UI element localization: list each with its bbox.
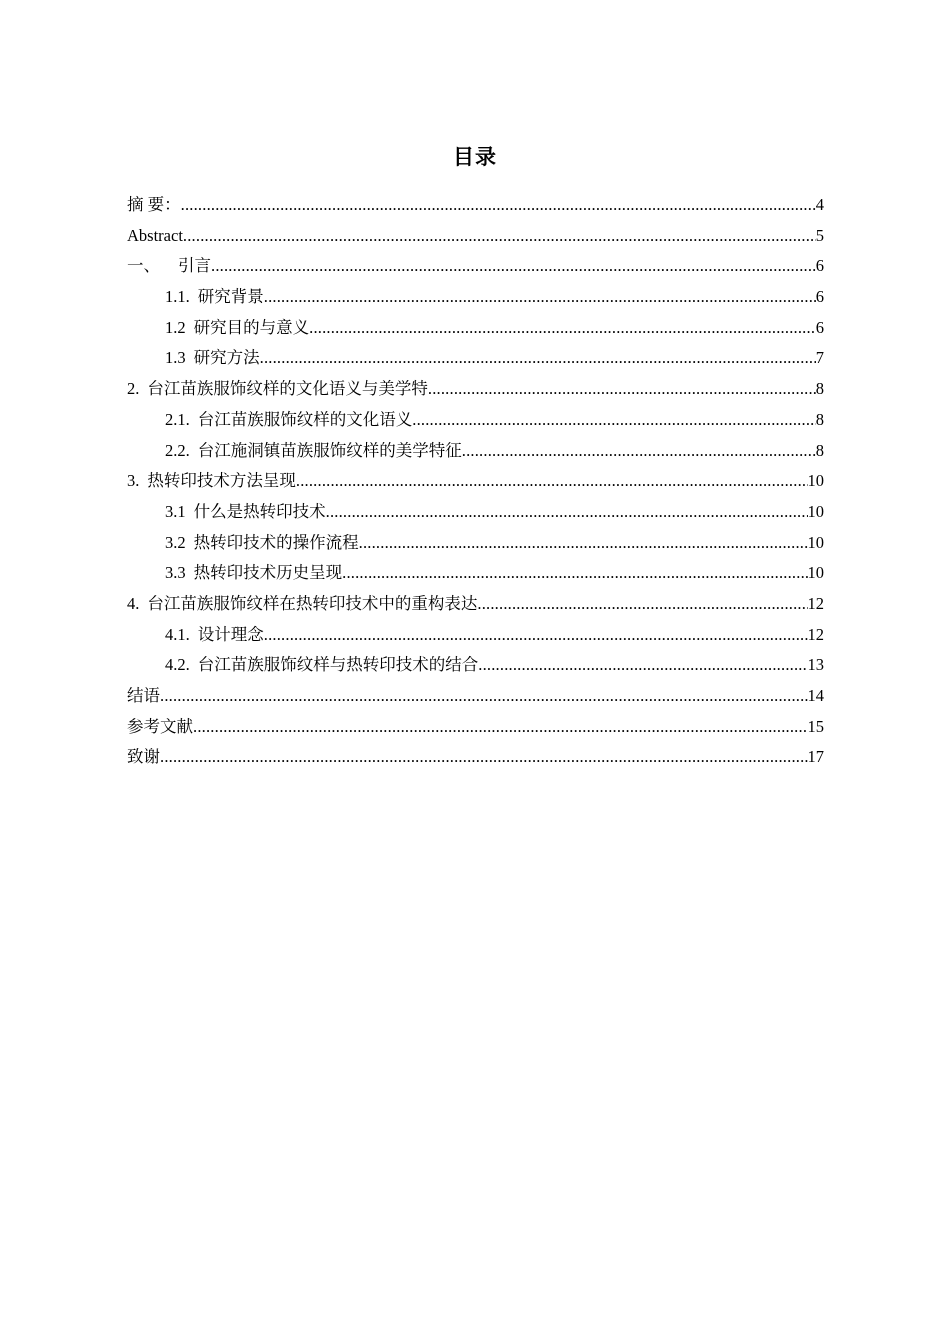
toc-entry-title: 参考文献 xyxy=(127,716,193,736)
toc-entry-title: 台江苗族服饰纹样在热转印技术中的重构表达 xyxy=(147,593,478,613)
toc-entry[interactable] xyxy=(127,620,824,651)
toc-entry-title: 热转印技术方法呈现 xyxy=(147,471,296,491)
toc-dot-leader xyxy=(211,251,816,282)
toc-dot-leader xyxy=(296,466,808,497)
toc-dot-leader xyxy=(181,190,816,221)
toc-entry-title: 什么是热转印技术 xyxy=(193,501,326,521)
toc-entry-title: 摘 要： xyxy=(127,195,181,214)
toc-page-number: 12 xyxy=(807,624,824,644)
toc-entry[interactable] xyxy=(127,190,824,221)
toc-entry-number: 4.2. xyxy=(165,655,190,675)
toc-entry-number: 2.2. xyxy=(165,440,190,460)
toc-dot-leader xyxy=(412,405,816,436)
toc-entry-number: 1.3 xyxy=(165,348,186,368)
toc-page-number: 10 xyxy=(807,532,824,552)
toc-page-number: 10 xyxy=(807,563,824,583)
toc-entry-title: 研究目的与意义 xyxy=(193,317,310,337)
toc-entry[interactable] xyxy=(127,650,824,681)
toc-entry-title: 热转印技术历史呈现 xyxy=(193,563,343,583)
toc-entry[interactable] xyxy=(127,221,824,252)
toc-page-number: 6 xyxy=(815,256,824,276)
toc-entry-title: Abstract xyxy=(127,225,183,245)
toc-page-number: 10 xyxy=(807,471,824,491)
toc-entry-title: 设计理念 xyxy=(197,624,264,644)
toc-entry-number: 3.1 xyxy=(165,501,186,521)
toc-page-number: 6 xyxy=(815,317,824,337)
toc-entry-title: 研究背景 xyxy=(197,287,264,307)
toc-dot-leader xyxy=(342,558,807,589)
toc-dot-leader xyxy=(309,313,816,344)
toc-entry-title: 热转印技术的操作流程 xyxy=(193,532,359,552)
toc-dot-leader xyxy=(428,374,816,405)
toc-entry[interactable] xyxy=(127,528,824,559)
toc-entry[interactable] xyxy=(127,712,824,743)
toc-page-number: 13 xyxy=(807,655,824,675)
toc-entry-title: 结语 xyxy=(127,686,160,705)
toc-dot-leader xyxy=(160,681,808,712)
toc-entry-number: 2. xyxy=(127,379,140,399)
toc-page-number: 12 xyxy=(807,593,824,613)
toc-entry-title: 台江施洞镇苗族服饰纹样的美学特征 xyxy=(197,440,462,460)
page-title: 目录 xyxy=(453,145,497,169)
toc-entry[interactable] xyxy=(127,313,824,344)
toc-entry-title: 引言 xyxy=(178,256,211,276)
toc-dot-leader xyxy=(477,589,807,620)
toc-entry[interactable] xyxy=(127,466,824,497)
toc-entry[interactable] xyxy=(127,405,824,436)
toc-page-number: 15 xyxy=(807,716,824,736)
toc-entry[interactable] xyxy=(127,251,824,282)
toc-entry[interactable] xyxy=(127,497,824,528)
table-of-contents xyxy=(127,190,824,773)
toc-dot-leader xyxy=(160,742,808,773)
toc-entry-number: 1.2 xyxy=(165,317,186,337)
toc-entry-number: 3.3 xyxy=(165,563,186,583)
toc-entry-title: 致谢 xyxy=(127,747,160,767)
toc-dot-leader xyxy=(478,650,807,681)
toc-entry-number: 2.1. xyxy=(165,409,190,429)
toc-page-number: 4 xyxy=(815,195,824,214)
toc-page-number: 6 xyxy=(815,287,824,307)
toc-entry-number: 一、 xyxy=(127,256,160,276)
toc-entry-title: 台江苗族服饰纹样的文化语义 xyxy=(197,409,413,429)
toc-entry-number: 1.1. xyxy=(165,287,190,307)
toc-dot-leader xyxy=(264,620,808,651)
toc-page-number: 8 xyxy=(815,440,824,460)
toc-dot-leader xyxy=(326,497,808,528)
toc-entry[interactable] xyxy=(127,681,824,712)
toc-entry[interactable] xyxy=(127,282,824,313)
toc-entry-title: 台江苗族服饰纹样的文化语义与美学特 xyxy=(147,379,428,399)
toc-entry[interactable] xyxy=(127,558,824,589)
toc-entry[interactable] xyxy=(127,374,824,405)
toc-dot-leader xyxy=(260,343,816,374)
toc-page-number: 7 xyxy=(815,348,824,368)
toc-entry-title: 台江苗族服饰纹样与热转印技术的结合 xyxy=(197,655,479,675)
toc-dot-leader xyxy=(193,712,808,743)
toc-dot-leader xyxy=(183,221,816,252)
toc-page-number: 8 xyxy=(815,409,824,429)
toc-page-number: 14 xyxy=(807,686,824,705)
toc-entry[interactable] xyxy=(127,343,824,374)
toc-page-number: 5 xyxy=(815,225,824,245)
toc-dot-leader xyxy=(359,528,808,559)
toc-entry-number: 4. xyxy=(127,593,140,613)
toc-entry[interactable] xyxy=(127,742,824,773)
toc-page-number: 8 xyxy=(815,379,824,399)
toc-entry-title: 研究方法 xyxy=(193,348,260,368)
toc-dot-leader xyxy=(264,282,816,313)
toc-entry-number: 3. xyxy=(127,471,140,491)
toc-entry[interactable] xyxy=(127,436,824,467)
toc-entry-number: 4.1. xyxy=(165,624,190,644)
toc-entry-number: 3.2 xyxy=(165,532,186,552)
toc-dot-leader xyxy=(462,436,816,467)
toc-page-number: 10 xyxy=(807,501,824,521)
toc-page-number: 17 xyxy=(807,747,824,767)
toc-entry[interactable] xyxy=(127,589,824,620)
